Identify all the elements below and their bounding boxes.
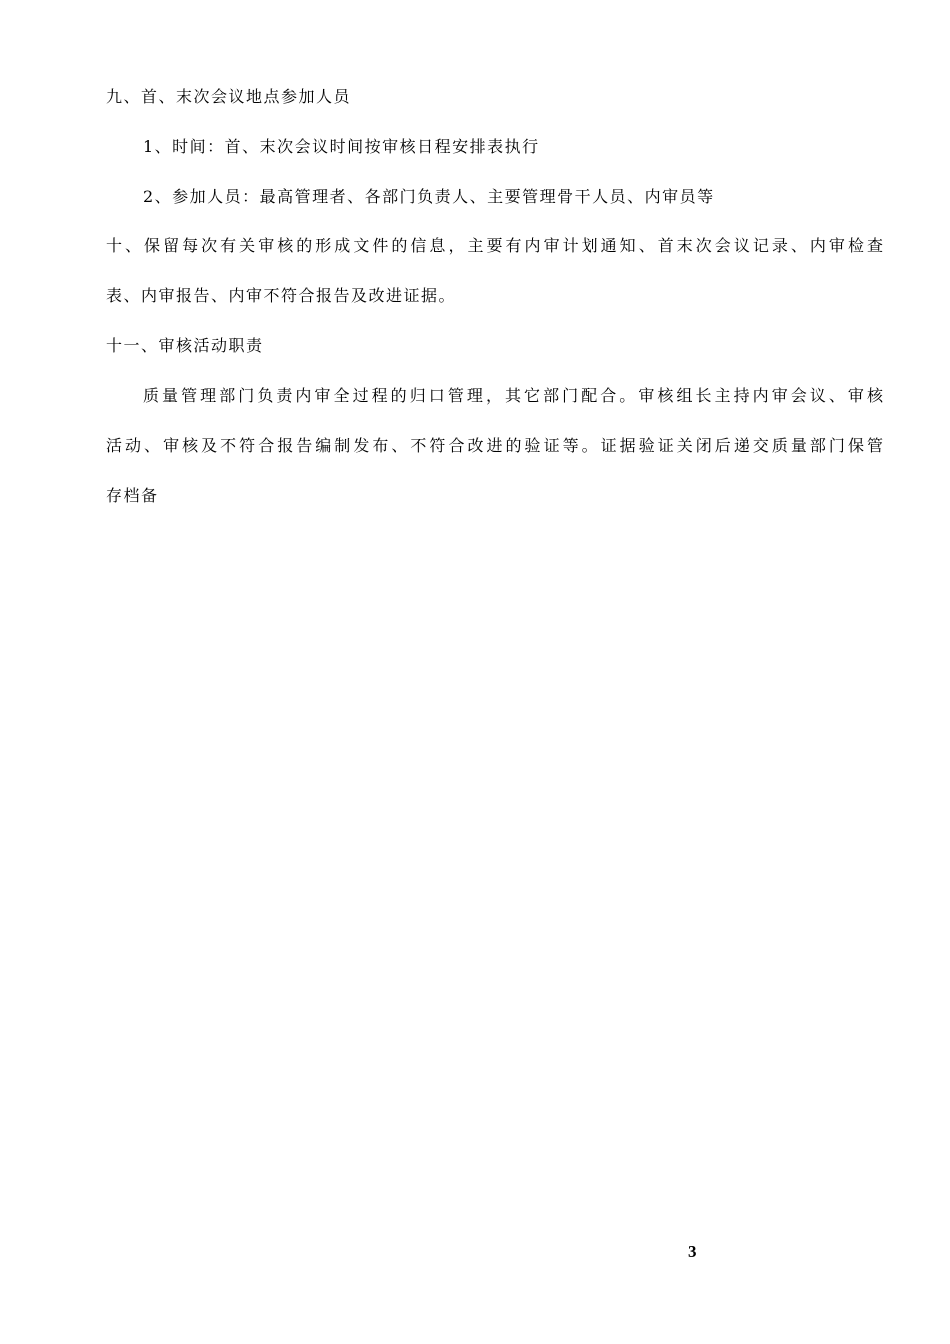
section-9-item-1: 1、时间：首、末次会议时间按审核日程安排表执行 xyxy=(143,137,540,156)
section-11-heading: 十一、审核活动职责 xyxy=(106,336,264,355)
section-9-item-2: 2、参加人员：最高管理者、各部门负责人、主要管理骨干人员、内审员等 xyxy=(143,187,715,206)
section-10-paragraph-line-2: 表、内审报告、内审不符合报告及改进证据。 xyxy=(106,286,457,305)
page-number: 3 xyxy=(688,1242,697,1261)
section-11-paragraph-line-1: 质量管理部门负责内审全过程的归口管理，其它部门配合。审核组长主持内审会议、审核 xyxy=(143,386,883,405)
section-10-paragraph-line-1: 十、保留每次有关审核的形成文件的信息，主要有内审计划通知、首末次会议记录、内审检查 xyxy=(106,236,883,255)
section-9-heading: 九、首、末次会议地点参加人员 xyxy=(106,87,352,106)
section-11-paragraph-line-2: 活动、审核及不符合报告编制发布、不符合改进的验证等。证据验证关闭后递交质量部门保管 xyxy=(106,436,883,455)
section-11-paragraph-line-3: 存档备 xyxy=(106,486,159,505)
